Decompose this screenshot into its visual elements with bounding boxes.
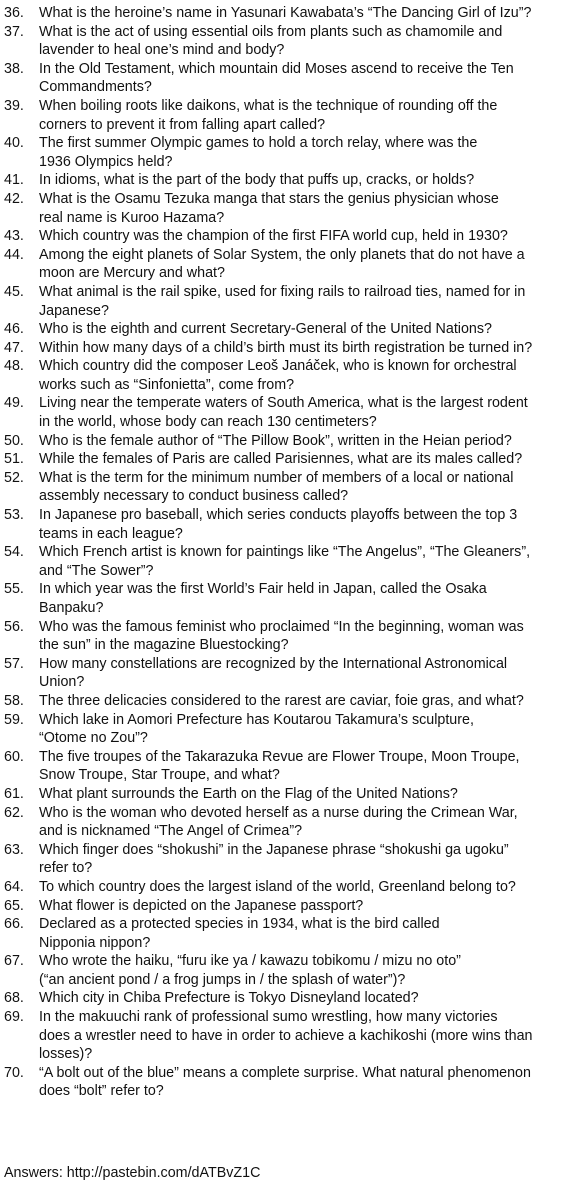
question-text: Which city in Chiba Prefecture is Tokyo Disneyland located? [39,990,419,1007]
question-number: 69. [4,1009,24,1026]
question-item [4,1008,584,1064]
question-text: “A bolt out of the blue” means a complete surprise. What natural phenomenon does “bolt” refer to? [39,1064,531,1100]
question-number: 39. [4,97,24,114]
question-item [4,841,584,878]
question-number: 64. [4,878,24,895]
question-number: 68. [4,990,24,1007]
question-item [4,227,584,246]
question-item [4,804,584,841]
question-text: Who is the woman who devoted herself as a nurse during the Crimean War, and is nicknamed “The Angel of Crimea”? [39,804,518,840]
question-number: 43. [4,228,24,245]
question-number: 61. [4,785,24,802]
question-text: To which country does the largest island of the world, Greenland belong to? [39,878,516,895]
question-text: Which French artist is known for paintings like “The Angelus”, “The Gleaners”, and “The Sower”? [39,544,531,579]
question-item [4,339,584,358]
question-number: 52. [4,469,24,486]
question-item [4,655,584,692]
question-text: Which country did the composer Leoš Janáček, who is known for orchestral works such as “Sinfonietta”, come from? [39,358,517,393]
question-item [4,134,584,171]
question-text: When boiling roots like daikons, what is the technique of rounding off the corners to prevent it from falling apart called? [39,97,498,133]
question-item [4,171,584,190]
question-number: 55. [4,581,24,598]
question-text: What animal is the rail spike, used for fixing rails to railroad ties, named for in Japanese? [39,283,526,319]
question-number: 57. [4,655,24,672]
question-number: 42. [4,190,24,207]
question-text: In which year was the first World’s Fair held in Japan, called the Osaka Banpaku? [39,581,487,616]
question-number: 51. [4,451,24,468]
question-item [4,432,584,451]
question-number: 49. [4,395,24,412]
question-number: 54. [4,544,24,561]
question-number: 60. [4,748,24,765]
question-item [4,506,584,543]
question-number: 70. [4,1064,24,1081]
question-text: Which lake in Aomori Prefecture has Koutarou Takamura’s sculpture, “Otome no Zou”? [39,711,474,747]
question-item [4,394,584,431]
question-item [4,23,584,60]
question-number: 66. [4,916,24,933]
question-item [4,1064,584,1101]
question-text: Which finger does “shokushi” in the Japanese phrase “shokushi ga ugoku” refer to? [39,841,509,877]
answers-link: Answers: http://pastebin.com/dATBvZ1C [4,1165,261,1181]
question-number: 48. [4,358,24,375]
question-item [4,989,584,1008]
question-item [4,450,584,469]
question-number: 40. [4,135,24,152]
question-number: 65. [4,897,24,914]
question-number: 41. [4,172,24,189]
question-item [4,4,584,23]
question-number: 56. [4,618,24,635]
question-text: What is the term for the minimum number of members of a local or national assembly necessary to conduct business called? [39,469,514,505]
question-text: Who was the famous feminist who proclaimed “In the beginning, woman was the sun” in the magazine Bluestocking? [39,618,524,654]
question-text: Among the eight planets of Solar System, the only planets that do not have a moon are Mercury and what? [39,246,525,282]
question-item [4,878,584,897]
question-number: 46. [4,321,24,338]
question-item [4,897,584,916]
question-text: Declared as a protected species in 1934, what is the bird called Nipponia nippon? [39,916,440,951]
question-item [4,357,584,394]
question-number: 44. [4,246,24,263]
question-item [4,60,584,97]
question-text: In Japanese pro baseball, which series conducts playoffs between the top 3 teams in each league? [39,507,518,542]
question-item [4,618,584,655]
question-number: 63. [4,841,24,858]
question-item [4,320,584,339]
question-number: 67. [4,953,24,970]
question-number: 45. [4,283,24,300]
question-number: 53. [4,507,24,524]
question-item [4,469,584,506]
question-item [4,711,584,748]
question-item [4,190,584,227]
question-text: Who is the eighth and current Secretary-General of the United Nations? [39,321,492,338]
question-text: The three delicacies considered to the rarest are caviar, foie gras, and what? [39,692,524,709]
question-number: 47. [4,339,24,356]
question-item [4,283,584,320]
question-text: In the Old Testament, which mountain did Moses ascend to receive the Ten Commandments? [39,60,514,96]
question-text: What flower is depicted on the Japanese passport? [39,897,364,914]
question-text: What plant surrounds the Earth on the Flag of the United Nations? [39,785,458,802]
question-text: What is the act of using essential oils from plants such as chamomile and lavender to heal one’s mind and body? [39,23,503,59]
question-text: Within how many days of a child’s birth must its birth registration be turned in? [39,339,533,356]
question-number: 58. [4,692,24,709]
question-number: 59. [4,711,24,728]
question-item [4,97,584,134]
question-number: 38. [4,60,24,77]
question-item [4,785,584,804]
question-text: Who is the female author of “The Pillow Book”, written in the Heian period? [39,432,512,449]
question-text: Which country was the champion of the first FIFA world cup, held in 1930? [39,228,508,245]
question-text: What is the heroine’s name in Yasunari Kawabata’s “The Dancing Girl of Izu”? [39,5,532,21]
question-item [4,915,584,952]
question-number: 36. [4,5,24,21]
question-item [4,543,584,580]
question-text: What is the Osamu Tezuka manga that stars the genius physician whose real name is Kuroo Hazama? [39,190,499,226]
question-text: Who wrote the haiku, “furu ike ya / kawazu tobikomu / mizu no oto” (“an ancient pond / a frog jumps in / the splash of water”)? [39,953,461,988]
question-text: The first summer Olympic games to hold a torch relay, where was the 1936 Olympics held? [39,135,478,170]
question-text: The five troupes of the Takarazuka Revue are Flower Troupe, Moon Troupe, Snow Troupe, Star Troupe, and what? [39,748,520,784]
question-item [4,246,584,283]
question-item [4,692,584,711]
question-item [4,580,584,617]
question-item [4,952,584,989]
question-text: In the makuuchi rank of professional sumo wrestling, how many victories does a wrestler need to have in order to achieve a kachikoshi (more wins than losses)? [39,1009,533,1063]
question-item [4,748,584,785]
question-text: In idioms, what is the part of the body that puffs up, cracks, or holds? [39,172,475,189]
question-text: Living near the temperate waters of South America, what is the largest rodent in the world, whose body can reach 130 centimeters? [39,395,528,431]
question-text: How many constellations are recognized by the International Astronomical Union? [39,655,508,691]
question-number: 37. [4,23,24,40]
question-number: 50. [4,432,24,449]
question-number: 62. [4,804,24,821]
question-text: While the females of Paris are called Parisiennes, what are its males called? [39,451,523,468]
question-list [4,4,584,1101]
